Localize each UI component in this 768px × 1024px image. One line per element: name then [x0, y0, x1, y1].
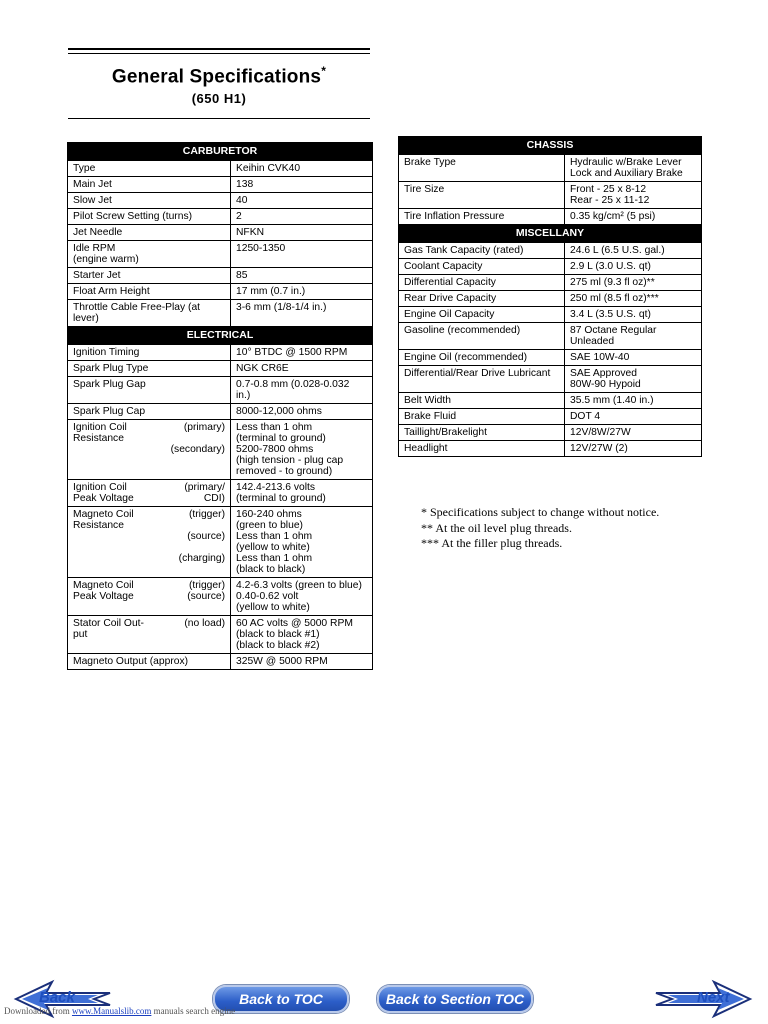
- spec-value: 0.35 kg/cm² (5 psi): [565, 209, 702, 225]
- spec-label: Headlight: [399, 441, 565, 457]
- spec-tag: (trigger): [188, 509, 225, 520]
- spec-value: 138: [231, 177, 373, 193]
- spec-value: 60 AC volts @ 5000 RPM (black to black #1) (black to black #2): [231, 616, 373, 654]
- spec-label: Jet Needle: [68, 225, 231, 241]
- spec-value: 250 ml (8.5 fl oz)***: [565, 291, 702, 307]
- table-row: [399, 350, 702, 366]
- back-label: Back: [39, 989, 75, 1006]
- spec-value: 40: [231, 193, 373, 209]
- table-row: [68, 300, 373, 327]
- spec-label: Differential Capacity: [399, 275, 565, 291]
- spec-label: Idle RPM (engine warm): [68, 241, 231, 268]
- table-row: [399, 291, 702, 307]
- spec-label: Brake Type: [399, 155, 565, 182]
- table-row: [68, 507, 373, 578]
- section-header-row: [399, 137, 702, 155]
- spec-tag: (charging): [178, 553, 225, 564]
- spec-value: 12V/8W/27W: [565, 425, 702, 441]
- table-row: [399, 441, 702, 457]
- table-row: [399, 425, 702, 441]
- spec-value: 24.6 L (6.5 U.S. gal.): [565, 243, 702, 259]
- table-row: [399, 275, 702, 291]
- electrical-section: [68, 327, 373, 420]
- table-row: [399, 259, 702, 275]
- spec-label: Brake Fluid: [399, 409, 565, 425]
- spec-label-cell: [68, 616, 231, 654]
- spec-value: 35.5 mm (1.40 in.): [565, 393, 702, 409]
- footer-suffix: manuals search engine: [153, 1006, 236, 1016]
- spec-label: Float Arm Height: [68, 284, 231, 300]
- spec-label: Magneto Coil Peak Voltage: [73, 580, 134, 602]
- spec-label: Rear Drive Capacity: [399, 291, 565, 307]
- spec-label: Tire Size: [399, 182, 565, 209]
- spec-value: Keihin CVK40: [231, 161, 373, 177]
- spec-label: Belt Width: [399, 393, 565, 409]
- table-row: [68, 268, 373, 284]
- top-rule-thin: [68, 53, 370, 54]
- spec-value: 12V/27W (2): [565, 441, 702, 457]
- table-row: [68, 345, 373, 361]
- spec-tag: (primary): [183, 422, 225, 433]
- spec-label-cell: [68, 480, 231, 507]
- table-row: [68, 284, 373, 300]
- spec-value: 2.9 L (3.0 U.S. qt): [565, 259, 702, 275]
- table-row: [68, 209, 373, 225]
- spec-value: 10° BTDC @ 1500 RPM: [231, 345, 373, 361]
- page-title: General Specifications*: [111, 64, 327, 88]
- table-row: [68, 420, 373, 480]
- spec-value: 275 ml (9.3 fl oz)**: [565, 275, 702, 291]
- table-row: [399, 182, 702, 209]
- table-row: [399, 155, 702, 182]
- table-row: [68, 616, 373, 654]
- table-row: [399, 307, 702, 323]
- spec-value: Less than 1 ohm (terminal to ground) 5200-7800 ohms (high tension - plug cap removed - to ground): [231, 420, 373, 480]
- table-row: [68, 225, 373, 241]
- spec-value: 160-240 ohms (green to blue) Less than 1 ohm (yellow to white) Less than 1 ohm (black to black): [231, 507, 373, 578]
- table-row: [68, 161, 373, 177]
- spec-tag: (no load): [184, 618, 225, 629]
- spec-label: Stator Coil Out- put: [73, 618, 144, 640]
- electrical-coil-section: [68, 420, 373, 670]
- spec-label: Taillight/Brakelight: [399, 425, 565, 441]
- spec-label: Tire Inflation Pressure: [399, 209, 565, 225]
- spec-label: Engine Oil (recommended): [399, 350, 565, 366]
- carburetor-section: [68, 143, 373, 327]
- table-row: [68, 377, 373, 404]
- spec-label: Gas Tank Capacity (rated): [399, 243, 565, 259]
- spec-value: 2: [231, 209, 373, 225]
- spec-value: 3-6 mm (1/8-1/4 in.): [231, 300, 373, 327]
- miscellany-heading: MISCELLANY: [399, 225, 702, 243]
- next-button[interactable]: [654, 978, 754, 1020]
- spec-value: 0.7-0.8 mm (0.028-0.032 in.): [231, 377, 373, 404]
- spec-label: Differential/Rear Drive Lubricant: [399, 366, 565, 393]
- spec-label: Ignition Timing: [68, 345, 231, 361]
- spec-label-cell: [68, 507, 231, 578]
- footer-credit: [4, 1006, 235, 1016]
- top-rule-thick: [68, 48, 370, 50]
- spec-value: 1250-1350: [231, 241, 373, 268]
- table-row: [68, 404, 373, 420]
- spec-value: 85: [231, 268, 373, 284]
- table-row: [68, 480, 373, 507]
- spec-tag: (primary/ CDI): [184, 482, 225, 504]
- table-row: [68, 361, 373, 377]
- next-label: Next: [697, 989, 730, 1006]
- spec-label: Spark Plug Cap: [68, 404, 231, 420]
- spec-label: Main Jet: [68, 177, 231, 193]
- footnote: *** At the filler plug threads.: [421, 536, 563, 550]
- table-row: [399, 409, 702, 425]
- spec-value: SAE Approved 80W-90 Hypoid: [565, 366, 702, 393]
- spec-value: 142.4-213.6 volts (terminal to ground): [231, 480, 373, 507]
- spec-value: NFKN: [231, 225, 373, 241]
- spec-tag: (trigger) (source): [187, 580, 225, 602]
- title-block: [68, 64, 370, 106]
- spec-label: Type: [68, 161, 231, 177]
- spec-value: 87 Octane Regular Unleaded: [565, 323, 702, 350]
- table-row: [68, 654, 373, 670]
- carburetor-electrical-table: [67, 142, 373, 670]
- chassis-section: [399, 137, 702, 225]
- miscellany-section: [399, 225, 702, 457]
- spec-value: 17 mm (0.7 in.): [231, 284, 373, 300]
- spec-value: SAE 10W-40: [565, 350, 702, 366]
- spec-label-cell: [68, 578, 231, 616]
- chassis-miscellany-table: [398, 136, 702, 457]
- spec-label: Gasoline (recommended): [399, 323, 565, 350]
- spec-label: Ignition Coil Peak Voltage: [73, 482, 134, 504]
- spec-value: 3.4 L (3.5 U.S. qt): [565, 307, 702, 323]
- spec-tag: (source): [187, 531, 225, 542]
- back-to-section-toc-button[interactable]: Back to Section TOC: [377, 985, 533, 1013]
- spec-label: Engine Oil Capacity: [399, 307, 565, 323]
- spec-value: 325W @ 5000 RPM: [231, 654, 373, 670]
- spec-label: Magneto Output (approx): [68, 654, 231, 670]
- section-header-row: [68, 143, 373, 161]
- spec-label: Pilot Screw Setting (turns): [68, 209, 231, 225]
- spec-label: Magneto Coil Resistance: [73, 509, 134, 531]
- footnote: ** At the oil level plug threads.: [421, 520, 572, 535]
- footnotes: [421, 505, 659, 552]
- footer-prefix: Downloaded from: [4, 1006, 70, 1016]
- table-row: [399, 243, 702, 259]
- back-to-toc-button[interactable]: Back to TOC: [213, 985, 349, 1013]
- carburetor-heading: CARBURETOR: [68, 143, 373, 161]
- spec-label: Ignition Coil Resistance: [73, 422, 127, 444]
- spec-value: 8000-12,000 ohms: [231, 404, 373, 420]
- table-row: [68, 177, 373, 193]
- table-row: [68, 241, 373, 268]
- table-row: [399, 393, 702, 409]
- table-row: [68, 193, 373, 209]
- manualslib-link[interactable]: www.Manualslib.com: [71, 1006, 152, 1016]
- spec-value: Front - 25 x 8-12 Rear - 25 x 11-12: [565, 182, 702, 209]
- spec-label: Throttle Cable Free-Play (at lever): [68, 300, 231, 327]
- table-row: [399, 323, 702, 350]
- table-row: [68, 578, 373, 616]
- spec-label: Spark Plug Gap: [68, 377, 231, 404]
- table-row: [399, 366, 702, 393]
- spec-value: DOT 4: [565, 409, 702, 425]
- spec-label-cell: [68, 420, 231, 480]
- section-header-row: [68, 327, 373, 345]
- section-header-row: [399, 225, 702, 243]
- spec-tag: (secondary): [170, 444, 225, 455]
- spec-value: 4.2-6.3 volts (green to blue) 0.40-0.62 volt (yellow to white): [231, 578, 373, 616]
- spec-label: Spark Plug Type: [68, 361, 231, 377]
- spec-label: Starter Jet: [68, 268, 231, 284]
- footnote: * Specifications subject to change without notice.: [421, 505, 660, 519]
- chassis-heading: CHASSIS: [399, 137, 702, 155]
- spec-value: Hydraulic w/Brake Lever Lock and Auxiliary Brake: [565, 155, 702, 182]
- title-bottom-rule: [68, 118, 370, 119]
- electrical-heading: ELECTRICAL: [68, 327, 373, 345]
- model-subtitle: (650 H1): [191, 91, 247, 107]
- spec-label: Coolant Capacity: [399, 259, 565, 275]
- table-row: [399, 209, 702, 225]
- spec-value: NGK CR6E: [231, 361, 373, 377]
- spec-label: Slow Jet: [68, 193, 231, 209]
